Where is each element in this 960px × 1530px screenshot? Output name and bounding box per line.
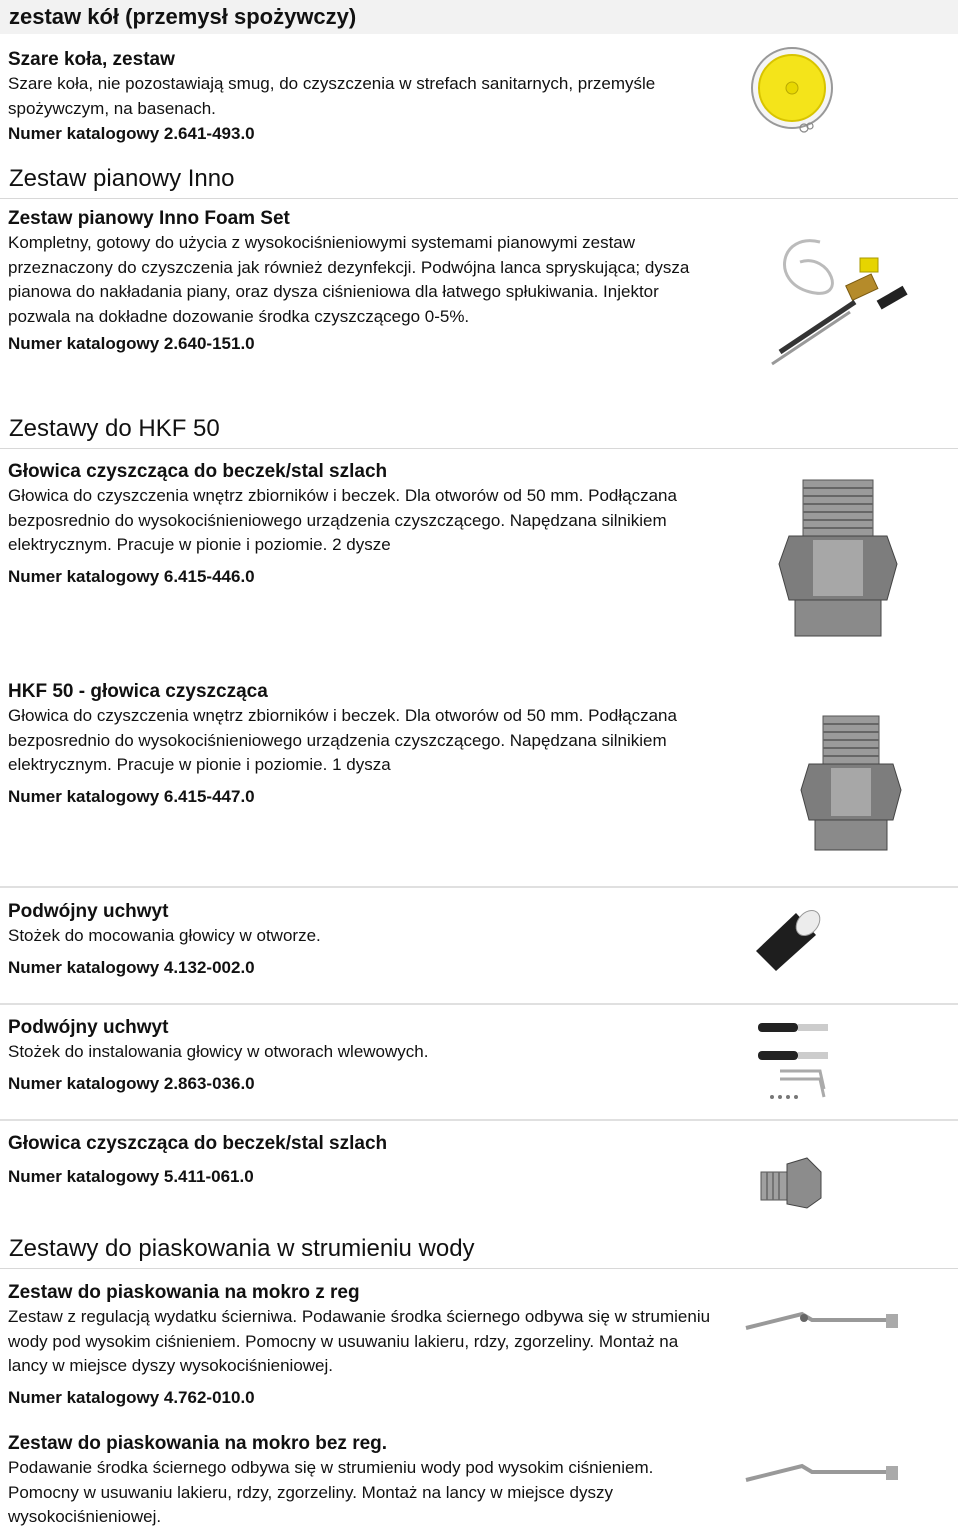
product-description: Podawanie środka ściernego odbywa się w strumieniu wody pod wysokim ciśnieniem. Pomocny w usuwaniu lakieru, rdzy, zgorzeliny. Montaż na lancy w miejsce dyszy wysokociśnieniowej. [8,1458,654,1526]
section-title: zestaw kół (przemysł spożywczy) [0,0,958,34]
catalog-number: Numer katalogowy 2.640-151.0 [8,334,255,353]
double-holder-image [750,1015,840,1105]
catalog-number: Numer katalogowy 6.415-447.0 [8,786,255,806]
product-double-holder-1 [8,900,718,979]
catalog-number: Numer katalogowy 4.132-002.0 [8,957,255,977]
product-title: Podwójny uchwyt [8,1017,169,1038]
product-head-steel [8,1132,718,1188]
catalog-number: Numer katalogowy 6.415-446.0 [8,566,255,586]
product-description: Zestaw z regulacją wydatku ściernіwa. Podawanie środka ściernego odbywa się w strumieniu wody pod wysokim ciśnieniem. Pomocny w usuwaniu lakieru, rdzy, zgorzeliny. Montaż na lancy w miejsce dyszy wysokociśnieniowej. [8,1307,711,1375]
product-wheels [8,48,718,145]
divider [0,1119,958,1121]
product-description: Głowica do czyszczenia wnętrz zbiorników i beczek. Dla otworów od 50 mm. Podłączana bezposrednio do wysokociśnieniowego urządzenia czyszczącego. Napędzana silnikiem elektrycznym. Pracuje w pionie i poziomie. 2 dysze [8,486,677,554]
product-description: Kompletny, gotowy do użycia z wysokociśnieniowymi systemami pianowymi zestaw przeznaczony do czyszczenia jak również dezynfekcji. Podwójna lanca spryskująca; dysza pianowa do nakładania piany, oraz dysza ciśnieniowa dla łatwego spłukiwania. Injektor pozwala na dokładne dozowanie środka czyszczącego 0-5%. [8,233,690,326]
product-double-holder-2 [8,1016,718,1095]
product-sand-no-reg [8,1432,718,1530]
product-description: Szare koła, nie pozostawiają smug, do czyszczenia w strefach sanitarnych, przemyśle spożywczym, na basenach. [8,74,656,118]
section-header-wheels [0,0,958,34]
cleaning-head-image [775,472,905,642]
product-title: Zestaw pianowy Inno Foam Set [8,208,290,229]
product-head-1-nozzle [8,680,718,808]
product-description: Stożek do mocowania głowicy w otworze. [8,926,321,945]
product-title: Zestaw do piaskowania na mokro z reg [8,1282,360,1303]
product-title: Głowica czyszcząca do beczek/stal szlach [8,461,388,482]
catalog-number: Numer katalogowy 4.762-010.0 [8,1387,255,1407]
sandblasting-set-image [742,1300,902,1340]
catalog-number: Numer katalogowy 5.411-061.0 [8,1167,254,1186]
divider [0,886,958,888]
section-title: Zestawy do piaskowania w strumieniu wody [0,1230,958,1269]
section-header-foam [0,160,958,199]
divider [0,1003,958,1005]
section-title: Zestaw pianowy Inno [0,160,958,199]
product-title: Głowica czyszcząca do beczek/stal szlach [8,1133,388,1154]
product-foam-set [8,207,718,355]
product-description: Głowica do czyszczenia wnętrz zbiorników i beczek. Dla otworów od 50 mm. Podłączana bezposrednio do wysokociśnieniowego urządzenia czyszczącego. Napędzana silnikiem elektrycznym. Pracuje w pionie i poziomie. 1 dysza [8,706,677,774]
catalog-number: Numer katalogowy 2.863-036.0 [8,1073,255,1093]
section-header-sandblasting [0,1230,958,1269]
section-title: Zestawy do HKF 50 [0,410,958,449]
product-sand-reg [8,1281,718,1409]
wheel-image [748,40,838,140]
product-title: HKF 50 - głowica czyszcząca [8,681,268,702]
section-header-hkf [0,410,958,449]
catalog-number: Numer katalogowy 2.641-493.0 [8,124,255,143]
product-head-2-nozzles [8,460,718,588]
foam-set-image [760,222,910,382]
sandblasting-set-image [742,1450,902,1490]
product-title: Zestaw do piaskowania na mokro bez reg. [8,1433,388,1454]
product-title: Szare koła, zestaw [8,49,175,70]
cone-holder-image [750,905,830,975]
steel-head-image [755,1152,825,1212]
cleaning-head-image [795,710,905,860]
product-title: Podwójny uchwyt [8,901,169,922]
product-description: Stożek do instalowania głowicy w otworach wlewowych. [8,1042,429,1061]
